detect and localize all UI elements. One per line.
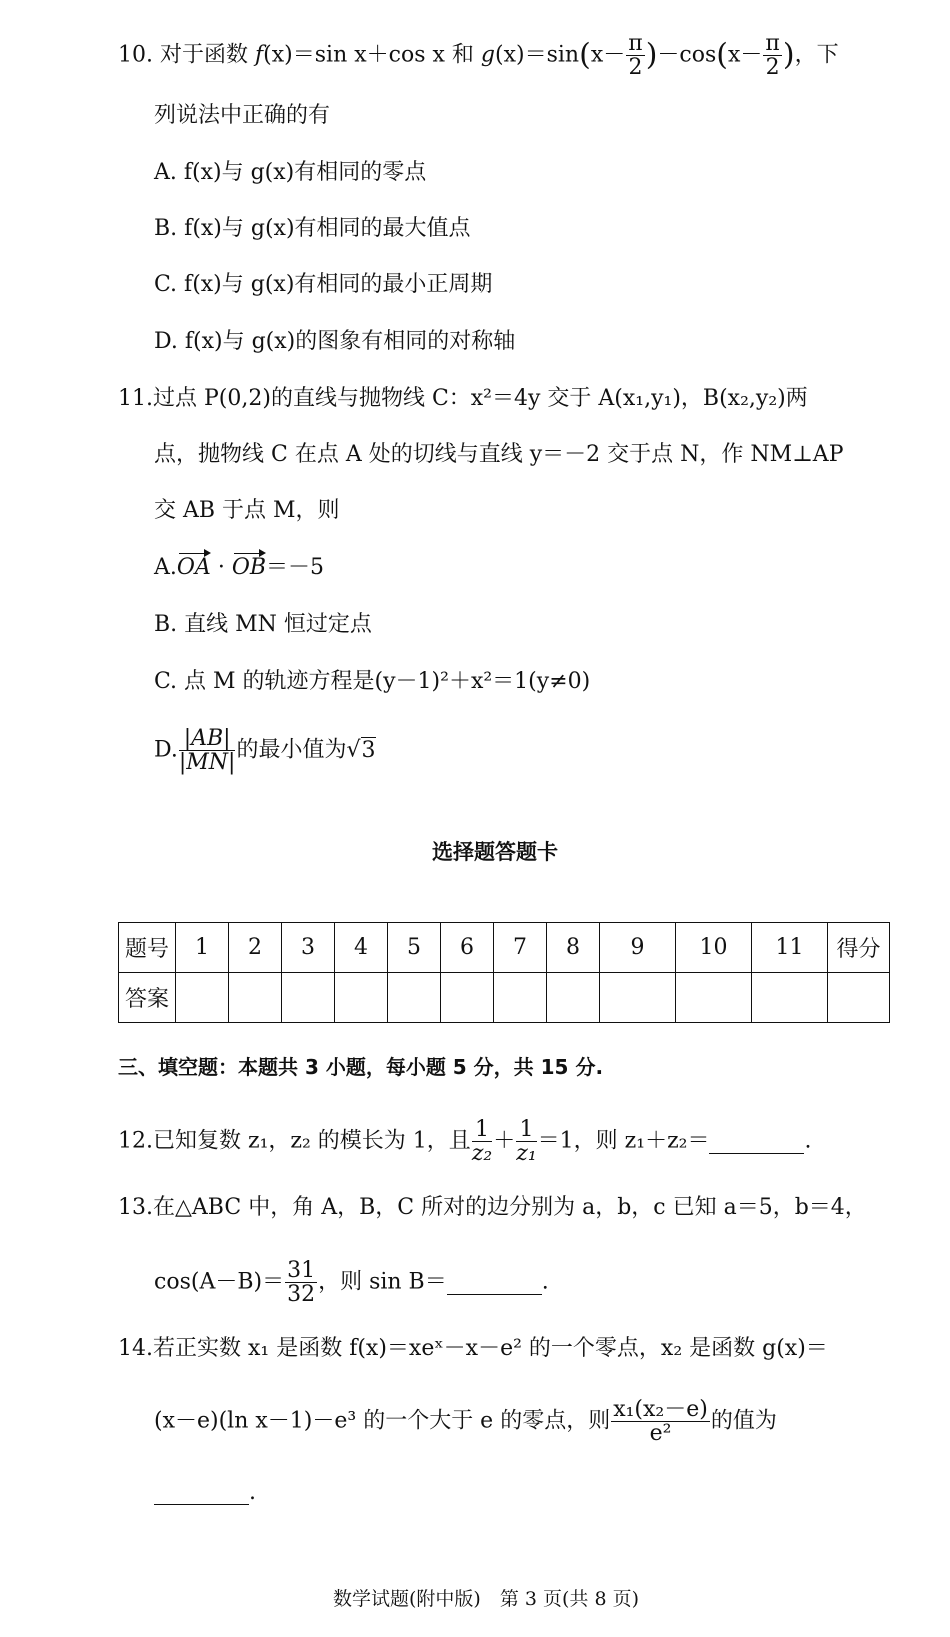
answer-cell[interactable] <box>176 973 229 1023</box>
q14-line3: . <box>154 1482 256 1505</box>
q12-frac-2: $\frac{1}{\text{z₁}}$ <box>516 1117 537 1167</box>
q11-line2: 点，抛物线 C 在点 A 处的切线与直线 y＝－2 交于点 N，作 NM⊥AP <box>154 442 844 467</box>
q10-option-c: C. f(x)与 g(x)有相同的最小正周期 <box>154 272 493 297</box>
q10-minus-cos: －cos <box>657 42 717 68</box>
q-num-9: 9 <box>600 923 676 973</box>
q11-option-a: A.OA · OB＝－5 <box>154 555 325 580</box>
answer-cell[interactable] <box>494 973 547 1023</box>
q14-line2: (x－e)(ln x－1)－e³ 的一个大于 e 的零点，则 $\frac{\text{x₁(x₂－e)}}{\text{e²}}$ 的值为 <box>154 1397 777 1447</box>
answer-cell[interactable] <box>752 973 828 1023</box>
answer-card-row-answers <box>119 973 890 1023</box>
q-num-11: 11 <box>752 923 828 973</box>
q-num-2: 2 <box>229 923 282 973</box>
q14-frac: $\frac{\text{x₁(x₂－e)}}{\text{e²}}$ <box>613 1397 708 1447</box>
answer-card-title: 选择题答题卡 <box>432 840 558 864</box>
q13-answer-blank[interactable] <box>447 1272 542 1295</box>
q10-x-minus-1: x－ <box>590 42 626 68</box>
row-label-number: 题号 <box>119 923 176 973</box>
q-num-8: 8 <box>547 923 600 973</box>
q-num-5: 5 <box>388 923 441 973</box>
q12-number: 12. <box>118 1128 153 1154</box>
q14-answer-blank[interactable] <box>154 1482 249 1505</box>
q12-answer-blank[interactable] <box>709 1131 804 1154</box>
q14-number: 14. <box>118 1336 153 1361</box>
vector-ob: OB <box>231 555 267 580</box>
answer-cell[interactable] <box>600 973 676 1023</box>
q-num-4: 4 <box>335 923 388 973</box>
q10-line2: 列说法中正确的有 <box>154 103 331 128</box>
q10-and: 和 <box>451 42 474 68</box>
q-num-10: 10 <box>676 923 752 973</box>
q10-comma-xia: ，下 <box>794 42 839 68</box>
answer-cell[interactable] <box>441 973 494 1023</box>
q10-g: g <box>480 42 496 68</box>
score-label: 得分 <box>828 923 890 973</box>
q13-line2: cos(A－B)＝ $\frac{31}{32}$ ，则 sin B＝ . <box>154 1258 549 1308</box>
q11-option-d: D. $\frac{|AB|}{|MN|}$ 的最小值为√3 <box>154 726 376 776</box>
answer-cell[interactable] <box>229 973 282 1023</box>
answer-cell[interactable] <box>388 973 441 1023</box>
answer-card-table <box>118 922 890 1023</box>
answer-cell[interactable] <box>547 973 600 1023</box>
q12-frac-1: $\frac{1}{\text{z₂}}$ <box>471 1117 493 1167</box>
q11-option-c: C. 点 M 的轨迹方程是(y－1)²＋x²＝1(y≠0) <box>154 669 591 694</box>
q-num-7: 7 <box>494 923 547 973</box>
q-num-1: 1 <box>176 923 229 973</box>
q11-ab-over-mn: $\frac{|AB|}{|MN|}$ <box>178 726 236 776</box>
q11-line3: 交 AB 于点 M，则 <box>154 498 340 523</box>
q-num-3: 3 <box>282 923 335 973</box>
q13-line1: 13.在△ABC 中，角 A，B，C 所对的边分别为 a，b，c 已知 a＝5，b＝4， <box>118 1195 867 1220</box>
q13-number: 13. <box>118 1195 153 1220</box>
score-cell[interactable] <box>828 973 890 1023</box>
q-num-6: 6 <box>441 923 494 973</box>
sqrt-symbol: √ <box>346 737 361 763</box>
answer-cell[interactable] <box>335 973 388 1023</box>
answer-cell[interactable] <box>676 973 752 1023</box>
q10-x-minus-2: x－ <box>728 42 763 68</box>
q10-option-d: D. f(x)与 g(x)的图象有相同的对称轴 <box>154 329 516 354</box>
q10-pi-over-2-a: $\frac{\pi}{2}$ <box>628 31 643 81</box>
q10-f: f <box>255 42 264 68</box>
q14-line1: 14.若正实数 x₁ 是函数 f(x)＝xeˣ－x－e² 的一个零点，x₂ 是函数 g(x)＝ <box>118 1336 828 1361</box>
section3-heading: 三、填空题：本题共 3 小题，每小题 5 分，共 15 分. <box>118 1055 604 1079</box>
q11-option-b: B. 直线 MN 恒过定点 <box>154 612 372 637</box>
vector-oa: OA <box>176 555 211 580</box>
answer-card-row-numbers <box>119 923 890 973</box>
q10-fx: (x)＝sin x＋cos x <box>263 42 445 68</box>
row-label-answer: 答案 <box>119 973 176 1023</box>
q10-line1: 10. 对于函数 f(x)＝sin x＋cos x 和 g(x)＝sin(x－ $\frac{\pi}{2}$ )－cos(x－ $\frac{\pi}{2}$ )，下 <box>118 31 839 81</box>
page-footer: 数学试题(附中版) 第 3 页(共 8 页) <box>333 1588 639 1610</box>
q10-pi-over-2-b: $\frac{\pi}{2}$ <box>765 31 780 81</box>
q10-gx: (x)＝sin <box>495 42 580 68</box>
q11-number: 11. <box>118 386 153 411</box>
q11-line1: 11.过点 P(0,2)的直线与抛物线 C：x²＝4y 交于 A(x₁,y₁)，B(x₂,y₂)两 <box>118 386 808 411</box>
q12-line: 12.已知复数 z₁，z₂ 的模长为 1，且 $\frac{1}{\text{z₂}}$ ＋ $\frac{1}{\text{z₁}}$ ＝1，则 z₁＋z₂＝ . <box>118 1117 812 1167</box>
q10-number: 10. <box>118 42 153 68</box>
answer-cell[interactable] <box>282 973 335 1023</box>
q10-option-b: B. f(x)与 g(x)有相同的最大值点 <box>154 216 471 241</box>
q10-option-a: A. f(x)与 g(x)有相同的零点 <box>154 160 427 185</box>
q13-frac: $\frac{31}{32}$ <box>287 1258 316 1308</box>
q10-stem-a: 对于函数 <box>160 42 249 68</box>
